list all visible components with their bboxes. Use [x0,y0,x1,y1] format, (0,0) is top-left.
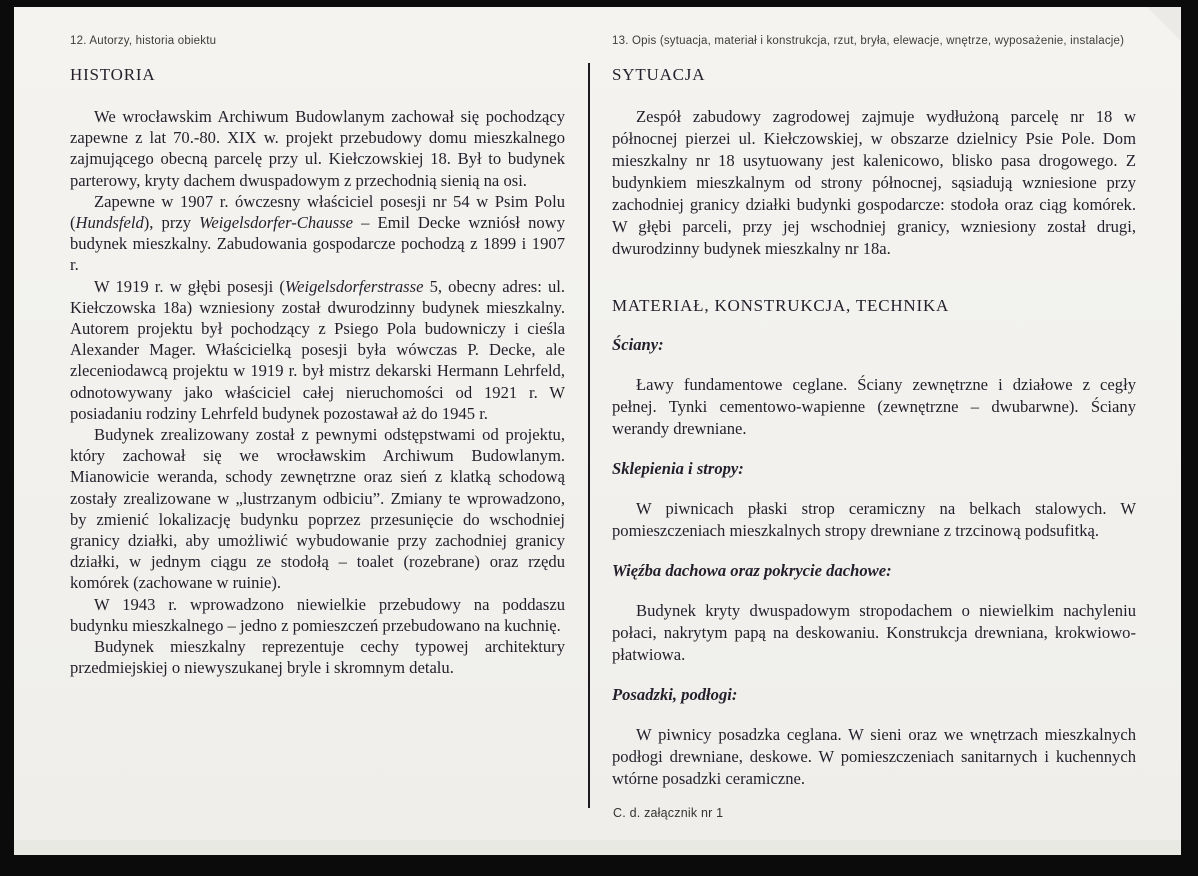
paragraph: W 1943 r. wprowadzono niewielkie przebudowy na poddaszu budynku mieszkalnego – jedno z pomieszczeń przebudowano na kuchnię. [70,594,565,635]
paragraph: W 1919 r. w głębi posesji (Weigelsdorferstrasse 5, obecny adres: ul. Kiełczowska 18a) wzniesiony został dwurodzinny budynek mieszkalny. Autorem projektu był pochodzący z Psiego Pola budowniczy i cieśla Alexander Mager. Właścicielką posesji była wówczas P. Decke, ale zleceniodawcą projektu w 1919 r. był mistrz dekarski Hermann Lehrfeld, odnotowywany jako właściciel całej nieruchomości od 1921 r. W posiadaniu rodziny Lehrfeld budynek pozostawał aż do 1945 r. [70,276,565,423]
subsection-heading: Ściany: [612,335,664,354]
scan-shadow-band [14,840,1181,855]
paragraph: Budynek zrealizowany został z pewnymi odstępstwami od projektu, który zachował się we wrocławskim Archiwum Budowlanym. Mianowicie weranda, schody zewnętrzne oraz sień z klatką schodową zostały zrealizowane w „lustrzanym odbiciu”. Zmiany te wprowadzono, by zmienić lokalizację budynku poprzez przesunięcie do wschodniej granicy działki, aby umożliwić wybudowanie przy zachodniej granicy działki, w jednym ciągu ze stodołą – toalet (rozebrane) oraz rzędu komórek (zachowane w ruinie). [70,425,565,593]
right-column-field-label: 13. Opis (sytuacja, materiał i konstrukcja, rzut, bryła, elewacje, wnętrze, wyposażenie, instalacje) [612,35,1125,47]
paragraph: Budynek kryty dwuspadowym stropodachem o niewielkim nachyleniu połaci, nakrytym papą na deskowaniu. Konstrukcja drewniana, krokwiowo-płatwiowa. [612,601,1136,664]
subsection-heading: Posadzki, podłogi: [612,685,738,704]
column-divider-line [588,63,590,808]
paragraph: Zespół zabudowy zagrodowej zajmuje wydłużoną parcelę nr 18 w północnej pierzei ul. Kiełczowskiej, w obszarze dzielnicy Psie Pole. Dom mieszkalny nr 18 usytuowany jest kalenicowo, blisko pasa drogowego. Z budynkiem mieszkalnym od strony północnej, sąsiadują wzniesione przy zachodniej granicy działki budynki gospodarcze: stodoła oraz ciąg komórek. W głębi parceli, przy jej wschodniej granicy, wzniesiony został drugi, dwurodzinny budynek mieszkalny nr 18a. [612,107,1136,258]
paragraph: W piwnicy posadzka ceglana. W sieni oraz we wnętrzach mieszkalnych podłogi drewniane, deskowe. W pomieszczeniach sanitarnych i kuchennych wtórne posadzki ceramiczne. [612,725,1136,788]
continuation-note: C. d. załącznik nr 1 [613,806,724,820]
left-column-field-label: 12. Autorzy, historia obiektu [70,35,217,47]
right-column [612,34,1136,790]
subsection-heading: Sklepienia i stropy: [612,459,744,478]
subsection-heading: Więźba dachowa oraz pokrycie dachowe: [612,561,892,580]
paragraph: Ławy fundamentowe ceglane. Ściany zewnętrzne i działowe z cegły pełnej. Tynki cementowo-wapienne (zewnętrzne – dwubarwne). Ściany werandy drewniane. [612,375,1136,438]
history-paragraphs [70,106,565,678]
paragraph: Zapewne w 1907 r. ówczesny właściciel posesji nr 54 w Psim Polu (Hundsfeld), przy Weigelsdorfer-Chausse – Emil Decke wzniósł nowy budynek mieszkalny. Zabudowania gospodarcze pochodzą z 1899 i 1907 r. [70,191,565,275]
section-title: MATERIAŁ, KONSTRUKCJA, TECHNIKA [612,296,950,315]
paragraph: We wrocławskim Archiwum Budowlanym zachował się pochodzący zapewne z lat 70.-80. XIX w. projekt przebudowy domu mieszkalnego zajmującego obecną parcelę przy ul. Kiełczowskiej 18. Był to budynek parterowy, kryty dachem dwuspadowym z przechodnią sienią na osi. [70,107,565,190]
paper-sheet [14,7,1181,855]
description-sections [612,65,1136,790]
paragraph: Budynek mieszkalny reprezentuje cechy typowej architektury przedmiejskiej o niewyszukanej bryle i skromnym detalu. [70,637,565,678]
left-column [70,34,565,678]
paragraph: W piwnicach płaski strop ceramiczny na belkach stalowych. W pomieszczeniach mieszkalnych stropy drewniane z trzcinową podsufitką. [612,499,1136,540]
page-corner-fold [1147,7,1181,41]
history-title: HISTORIA [70,65,156,84]
section-title: SYTUACJA [612,65,706,84]
